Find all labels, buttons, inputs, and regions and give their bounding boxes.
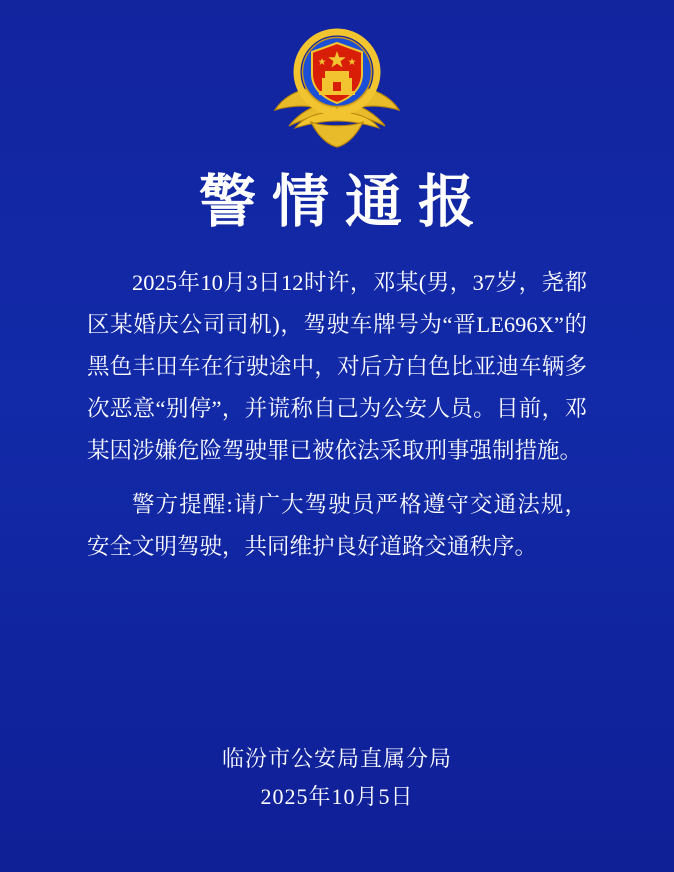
notice-body [87, 262, 587, 570]
issuing-authority: 临汾市公安局直属分局 [221, 746, 452, 771]
notice-paragraph-1: 2025年10月3日12时许，邓某(男，37岁，尧都区某婚庆公司司机)，驾驶车牌号为“晋LE696X”的黑色丰田车在行驶途中，对后方白色比亚迪车辆多次恶意“别停”，并谎称自己为公安人员。目前，邓某因涉嫌危险驾驶罪已被依法采取刑事强制措施。 [87, 269, 587, 463]
notice-footer [0, 740, 674, 816]
notice-paragraph-2: 警方提醒:请广大驾驶员严格遵守交通法规，安全文明驾驶，共同维护良好道路交通秩序。 [87, 491, 587, 559]
page-title: 警情通报 [199, 171, 491, 234]
issue-date: 2025年10月5日 [260, 784, 414, 809]
china-police-emblem [267, 26, 407, 148]
